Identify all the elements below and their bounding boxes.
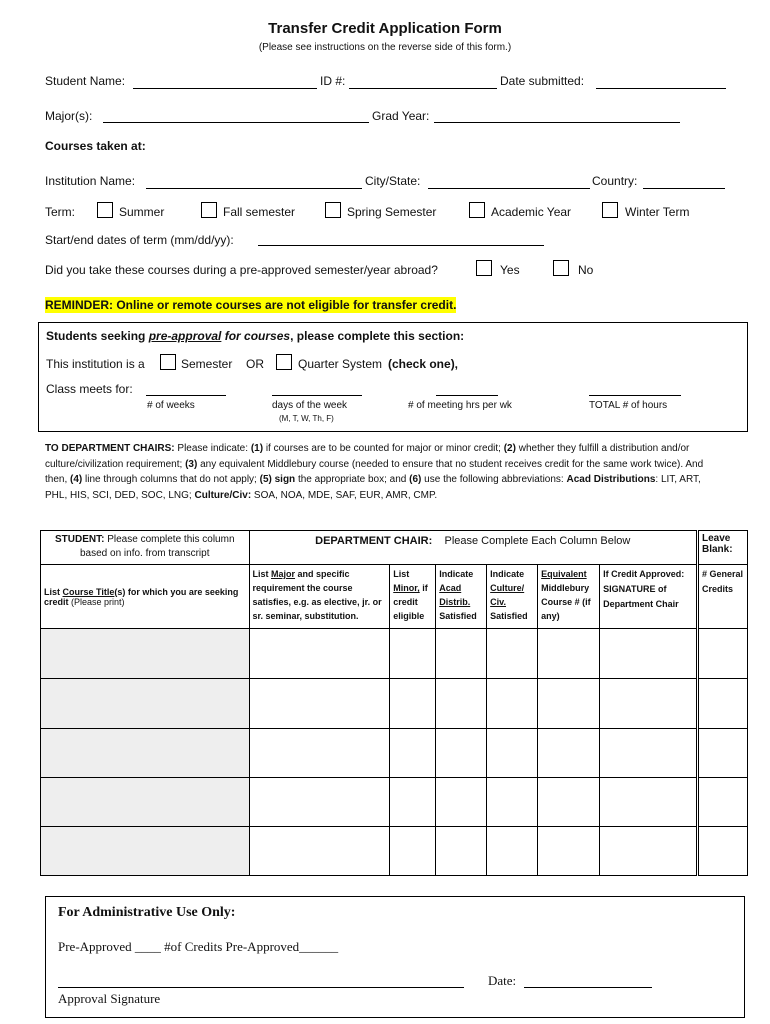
weeks-field[interactable] bbox=[146, 395, 226, 396]
preapproval-heading: Students seeking pre-approval for courses, please complete this section: bbox=[46, 329, 465, 343]
chair-instructions: TO DEPARTMENT CHAIRS: Please indicate: (1) if courses are to be counted for major or minor credit; (2) whether they fulfill a distribution and/or culture/civilization requirement; (3) any equivalent Middlebury course (needed to ensure that no student receives credit for the same work twice). And then, (4) line through columns that do not apply; (5) sign the appropriate box; and (6) use the following abbreviations: Acad Distributions: LIT, ART, PHL, HIS, SCI, DED, SOC, LNG; Culture/Civ: SOA, NOA, MDE, SAF, EUR, AMR, CMP. bbox=[45, 443, 704, 501]
term-summer-checkbox[interactable] bbox=[97, 202, 113, 218]
table-row bbox=[41, 729, 748, 778]
class-meets-label: Class meets for: bbox=[46, 382, 133, 396]
total-hours-field[interactable] bbox=[589, 395, 681, 396]
term-label: Term: bbox=[45, 205, 75, 219]
course-title-cell[interactable] bbox=[41, 778, 250, 827]
col-general-credits: # General Credits bbox=[697, 565, 747, 629]
abroad-question: Did you take these courses during a pre-approved semester/year abroad? bbox=[45, 263, 438, 277]
acad-cell[interactable] bbox=[436, 679, 487, 729]
admin-date-label: Date: bbox=[488, 973, 517, 988]
dept-chair-header: DEPARTMENT CHAIR: Please Complete Each Column Below bbox=[249, 531, 697, 565]
general-credits-cell bbox=[697, 729, 747, 778]
signature-cell[interactable] bbox=[600, 729, 698, 778]
course-table bbox=[40, 530, 748, 876]
term-spring-checkbox[interactable] bbox=[325, 202, 341, 218]
equiv-cell[interactable] bbox=[538, 778, 600, 827]
course-title-cell[interactable] bbox=[41, 729, 250, 778]
abroad-yes-label: Yes bbox=[500, 263, 520, 277]
days-caption: days of the week bbox=[272, 400, 348, 411]
table-row bbox=[41, 679, 748, 729]
quarter-checkbox[interactable] bbox=[276, 354, 292, 370]
culture-cell[interactable] bbox=[487, 778, 538, 827]
acad-cell[interactable] bbox=[436, 629, 487, 679]
col-equivalent: Equivalent Middlebury Course # (if any) bbox=[538, 565, 600, 629]
page-title: Transfer Credit Application Form bbox=[268, 20, 502, 37]
days-field[interactable] bbox=[272, 395, 362, 396]
signature-cell[interactable] bbox=[600, 827, 698, 876]
meeting-hours-field[interactable] bbox=[436, 395, 498, 396]
id-label: ID #: bbox=[320, 74, 346, 88]
col-course-title: List Course Title(s) for which you are seeking credit (Please print) bbox=[41, 565, 250, 629]
student-name-field[interactable] bbox=[133, 88, 317, 89]
term-spring-label: Spring Semester bbox=[347, 205, 437, 219]
semester-label: Semester bbox=[181, 357, 233, 371]
equiv-cell[interactable] bbox=[538, 629, 600, 679]
major-cell[interactable] bbox=[249, 827, 390, 876]
col-signature: If Credit Approved: SIGNATURE of Department Chair bbox=[600, 565, 698, 629]
signature-cell[interactable] bbox=[600, 629, 698, 679]
weeks-caption: # of weeks bbox=[147, 400, 195, 411]
grad-year-field[interactable] bbox=[434, 122, 680, 123]
term-winter-label: Winter Term bbox=[625, 205, 690, 219]
country-label: Country: bbox=[592, 174, 638, 188]
date-submitted-label: Date submitted: bbox=[500, 74, 585, 88]
major-cell[interactable] bbox=[249, 679, 390, 729]
course-title-cell[interactable] bbox=[41, 827, 250, 876]
check-one-label: (check one), bbox=[388, 357, 459, 371]
general-credits-cell bbox=[697, 679, 747, 729]
abroad-no-label: No bbox=[578, 263, 594, 277]
culture-cell[interactable] bbox=[487, 729, 538, 778]
major-cell[interactable] bbox=[249, 729, 390, 778]
signature-cell[interactable] bbox=[600, 778, 698, 827]
abroad-no-checkbox[interactable] bbox=[553, 260, 569, 276]
table-row bbox=[41, 827, 748, 876]
acad-cell[interactable] bbox=[436, 827, 487, 876]
leave-blank-header: Leave Blank: bbox=[697, 531, 747, 565]
minor-cell[interactable] bbox=[390, 629, 436, 679]
term-academic-year-checkbox[interactable] bbox=[469, 202, 485, 218]
general-credits-cell bbox=[697, 629, 747, 679]
id-field[interactable] bbox=[349, 88, 497, 89]
major-field[interactable] bbox=[103, 122, 369, 123]
abroad-yes-checkbox[interactable] bbox=[476, 260, 492, 276]
term-dates-field[interactable] bbox=[258, 245, 544, 246]
col-culture-civ: Indicate Culture/ Civ. Satisfied bbox=[487, 565, 538, 629]
col-minor: List Minor, if credit eligible bbox=[390, 565, 436, 629]
institution-field[interactable] bbox=[146, 188, 362, 189]
course-title-cell[interactable] bbox=[41, 679, 250, 729]
general-credits-cell bbox=[697, 827, 747, 876]
table-row bbox=[41, 629, 748, 679]
culture-cell[interactable] bbox=[487, 629, 538, 679]
meeting-hours-caption: # of meeting hrs per wk bbox=[408, 400, 512, 411]
minor-cell[interactable] bbox=[390, 729, 436, 778]
culture-cell[interactable] bbox=[487, 679, 538, 729]
country-field[interactable] bbox=[643, 188, 725, 189]
minor-cell[interactable] bbox=[390, 778, 436, 827]
signature-cell[interactable] bbox=[600, 679, 698, 729]
admin-title: For Administrative Use Only: bbox=[58, 905, 236, 920]
major-cell[interactable] bbox=[249, 778, 390, 827]
table-row bbox=[41, 778, 748, 827]
acad-cell[interactable] bbox=[436, 778, 487, 827]
preapproval-section bbox=[38, 322, 748, 432]
or-label: OR bbox=[246, 357, 264, 371]
city-state-label: City/State: bbox=[365, 174, 421, 188]
total-hours-caption: TOTAL # of hours bbox=[589, 400, 668, 411]
major-label: Major(s): bbox=[45, 109, 93, 123]
admin-date-field[interactable] bbox=[524, 987, 652, 988]
grad-year-label: Grad Year: bbox=[372, 109, 430, 123]
acad-cell[interactable] bbox=[436, 729, 487, 778]
term-academic-year-label: Academic Year bbox=[491, 205, 572, 219]
equiv-cell[interactable] bbox=[538, 827, 600, 876]
reminder-banner: REMINDER: Online or remote courses are not eligible for transfer credit. bbox=[45, 298, 457, 312]
page-subtitle: (Please see instructions on the reverse side of this form.) bbox=[258, 42, 512, 53]
admin-section bbox=[45, 896, 745, 1018]
general-credits-cell bbox=[697, 778, 747, 827]
courses-heading: Courses taken at: bbox=[45, 139, 146, 153]
term-summer-label: Summer bbox=[119, 205, 165, 219]
term-fall-checkbox[interactable] bbox=[201, 202, 217, 218]
quarter-label: Quarter System bbox=[298, 357, 383, 371]
semester-checkbox[interactable] bbox=[160, 354, 176, 370]
date-submitted-field[interactable] bbox=[596, 88, 726, 89]
approval-signature-field[interactable] bbox=[58, 987, 464, 988]
col-major: List Major and specific requirement the course satisfies, e.g. as elective, jr. or sr. seminar, substitution. bbox=[249, 565, 390, 629]
student-name-label: Student Name: bbox=[45, 74, 126, 88]
term-dates-label: Start/end dates of term (mm/dd/yy): bbox=[45, 233, 234, 247]
days-hint: (M, T, W, Th, F) bbox=[279, 414, 334, 423]
equiv-cell[interactable] bbox=[538, 679, 600, 729]
major-cell[interactable] bbox=[249, 629, 390, 679]
minor-cell[interactable] bbox=[390, 827, 436, 876]
city-state-field[interactable] bbox=[428, 188, 590, 189]
term-winter-checkbox[interactable] bbox=[602, 202, 618, 218]
preapproved-line[interactable]: Pre-Approved ____ #of Credits Pre-Approved______ bbox=[58, 939, 339, 954]
approval-signature-label: Approval Signature bbox=[58, 991, 161, 1006]
student-instruction-cell: STUDENT: Please complete this column based on info. from transcript bbox=[41, 531, 250, 565]
institution-label: Institution Name: bbox=[45, 174, 136, 188]
col-acad-distrib: Indicate Acad Distrib. Satisfied bbox=[436, 565, 487, 629]
term-fall-label: Fall semester bbox=[223, 205, 296, 219]
equiv-cell[interactable] bbox=[538, 729, 600, 778]
institution-is-label: This institution is a bbox=[46, 357, 145, 371]
minor-cell[interactable] bbox=[390, 679, 436, 729]
course-title-cell[interactable] bbox=[41, 629, 250, 679]
culture-cell[interactable] bbox=[487, 827, 538, 876]
